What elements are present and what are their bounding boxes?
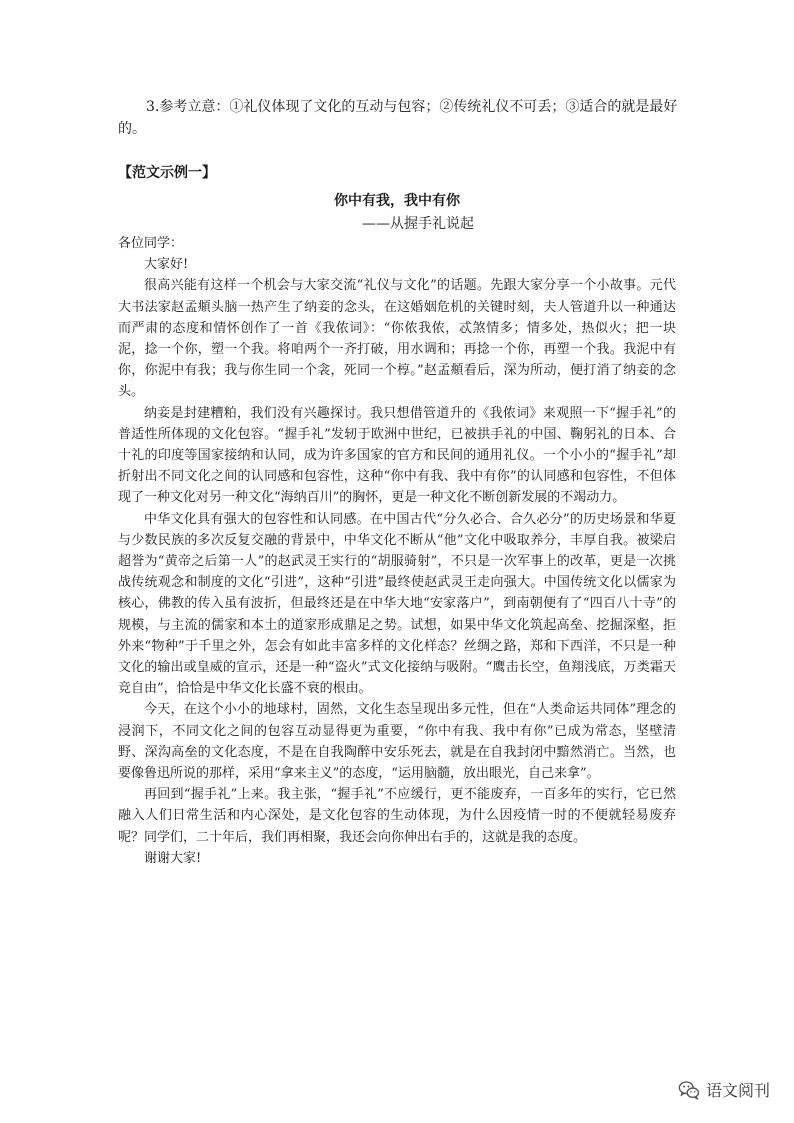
reference-ideas: 3.参考立意：①礼仪体现了文化的互动与包容；②传统礼仪不可丢；③适合的就是最好的。 [118,99,678,137]
salutation: 各位同学： [118,236,184,251]
wechat-icon [678,1080,700,1100]
paragraph: 今天，在这个小小的地球村，固然，文化生态呈现出多元性，但在“人类命运共同体”理念的浸润下，不同文化之间的包容互动显得更为重要，“你中有我、我中有你”已成为常态，坚壁清野、深沟高垒的文化态度，不是在自我陶醉中安乐死去，就是在自我封闭中黯然消亡。当然，也要像鲁迅所说的那样，采用“拿来主义”的态度，“运用脑髓，放出眼光，自己来拿”。 [118,702,676,782]
paragraph: 再回到“握手礼”上来。我主张，“握手礼”不应缓行，更不能废弃，一百多年的实行，它已然融入人们日常生活和内心深处，是文化包容的生动体现，为什么因疫情一时的不便就轻易废弃呢？同学们，二十年后，我们再相聚，我还会向你伸出右手的，这就是我的态度。 [118,787,676,845]
watermark-text: 语文阅刊 [705,1081,770,1100]
section-label: 【范文示例一】 [118,165,216,181]
paragraph: 很高兴能有这样一个机会与大家交流“礼仪与文化”的话题。先跟大家分享一个小故事。元代大书法家赵孟頫头脑一热产生了纳妾的念头，在这婚姻危机的关键时刻，夫人管道升以一种通达而严肃的态度和情怀创作了一首《我侬词》：“你侬我侬，忒煞情多；情多处，热似火；把一块泥，捻一个你，塑一个我。将咱两个一齐打破，用水调和；再捻一个你，再塑一个我。我泥中有你，你泥中有我；我与你生同一个衾，死同一个椁。”赵孟頫看后，深为所动，便打消了纳妾的念头。 [118,278,676,400]
paragraph: 中华文化具有强大的包容性和认同感。在中国古代“分久必合、合久必分”的历史场景和华夏与少数民族的多次反复交融的背景中，中华文化不断从“他”文化中吸取养分，丰厚自我。被梁启超誉为“黄帝之后第一人”的赵武灵王实行的“胡服骑射”，不只是一次军事上的改革，更是一次挑战传统观念和制度的文化“引进”，这种“引进”最终使赵武灵王走向强大。中国传统文化以儒家为核心，佛教的传入虽有波折，但最终还是在中华大地“安家落户”，到南朝便有了“四百八十寺”的规模，与主流的儒家和本土的道家形成鼎足之势。试想，如果中华文化筑起高垒、挖掘深壑，拒外来“物种”于千里之外，怎会有如此丰富多样的文化样态？丝绸之路，郑和下西洋，不只是一种文化的输出或皇威的宣示，还是一种“盗火”式文化接纳与吸附。“鹰击长空，鱼翔浅底，万类霜天竞自由”，恰恰是中华文化长盛不衰的根由。 [118,511,676,697]
closing: 谢谢大家! [144,850,202,866]
greeting: 大家好! [144,257,189,273]
watermark [678,1078,770,1101]
essay-title: 你中有我，我中有你 [334,193,460,209]
essay-subtitle: ——从握手礼说起 [362,216,474,232]
paragraph: 纳妾是封建糟粕，我们没有兴趣探讨。我只想借管道升的《我侬词》来观照一下“握手礼”的普适性所体现的文化包容。“握手礼”发轫于欧洲中世纪，已被拱手礼的中国、鞠躬礼的日本、合十礼的印度等国家接纳和认同，成为许多国家的官方和民间的通用礼仪。一个小小的“握手礼”却折射出不同文化之间的认同感和包容性，这种“你中有我、我中有你”的认同感和包容性，不但体现了一种文化对另一种文化“海纳百川”的胸怀，更是一种文化不断创新发展的不竭动力。 [118,405,676,506]
essay-body [118,233,676,869]
